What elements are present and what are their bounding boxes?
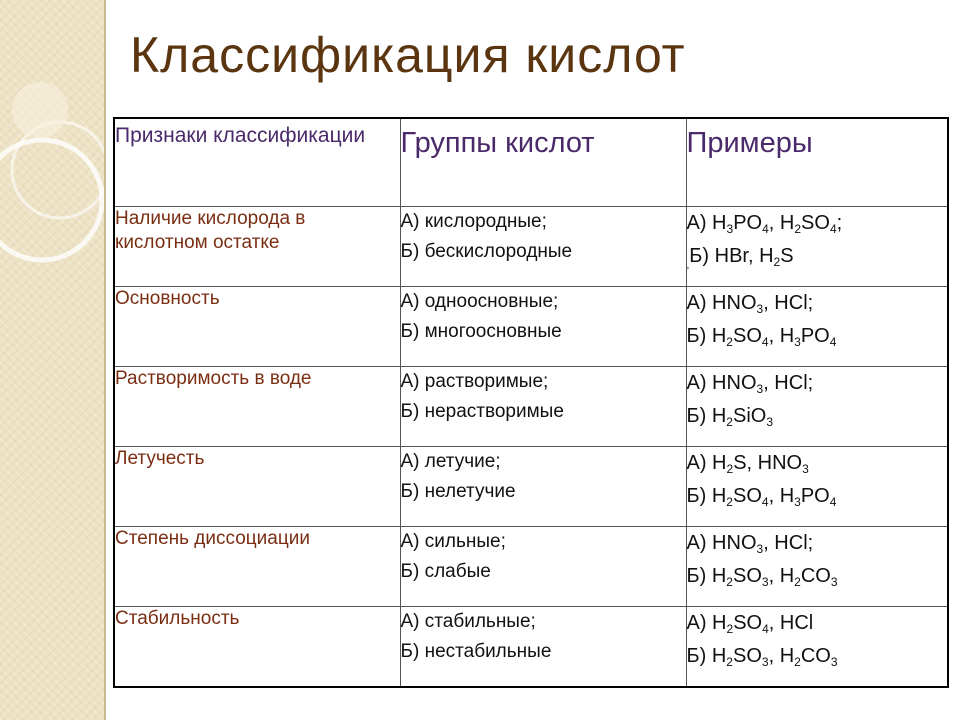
- feature-cell: Летучесть: [114, 447, 400, 527]
- table-row: [114, 447, 948, 527]
- header-label: Группы кислот: [400, 127, 595, 159]
- examples-cell: [686, 367, 948, 447]
- decorative-side-panel: [0, 0, 104, 720]
- examples-cell: [686, 607, 948, 688]
- group-b: Б) многоосновные: [400, 321, 562, 342]
- example-b: Б) $H_2SO_4$, $H_3PO_4$: [686, 325, 837, 349]
- groups-cell: [400, 367, 686, 447]
- group-a: А) сильные;: [400, 531, 506, 552]
- example-a: А) $H_2SO_4$, HCl: [686, 612, 814, 636]
- group-b: Б) бескислородные: [400, 241, 573, 262]
- example-a: А) $HNO_3$, HCl;: [686, 292, 814, 316]
- header-label: Примеры: [686, 127, 813, 159]
- example-b: $_,$Б) HBr, $H_2S$: [686, 245, 794, 271]
- example-b: Б) $H_2SO_3$, $H_2CO_3$: [686, 565, 838, 589]
- decorative-rings: [0, 0, 104, 720]
- example-a: А) $H_2S$, $HNO_3$: [686, 452, 809, 476]
- groups-cell: [400, 527, 686, 607]
- example-b: Б) $H_2SO_4$, $H_3PO_4$: [686, 485, 837, 509]
- table-row: [114, 607, 948, 688]
- feature-cell: Растворимость в воде: [114, 367, 400, 447]
- group-a: А) летучие;: [400, 451, 501, 472]
- table-row: [114, 207, 948, 287]
- group-b: Б) слабые: [400, 561, 491, 582]
- groups-cell: [400, 607, 686, 688]
- table-header-row: [114, 118, 948, 207]
- table-row: [114, 527, 948, 607]
- group-b: Б) нестабильные: [400, 641, 552, 662]
- examples-cell: [686, 287, 948, 367]
- table-row: [114, 287, 948, 367]
- group-a: А) кислородные;: [400, 211, 547, 232]
- header-cell-groups: [400, 118, 686, 207]
- example-a: А) $HNO_3$, HCl;: [686, 372, 814, 396]
- example-b: Б) $H_2SO_3$, $H_2CO_3$: [686, 645, 838, 669]
- feature-cell: Стабильность: [114, 607, 400, 688]
- group-a: А) растворимые;: [400, 371, 549, 392]
- slide-title: Классификация кислот: [130, 27, 686, 83]
- header-label: Признаки классификации: [115, 124, 366, 147]
- header-cell-features: [114, 118, 400, 207]
- examples-cell: [686, 207, 948, 287]
- decorative-divider: [104, 0, 106, 720]
- group-a: А) одноосновные;: [400, 291, 559, 312]
- group-b: Б) нерастворимые: [400, 401, 564, 422]
- acid-classification-table: [113, 117, 949, 688]
- example-b: Б) $H_2SiO_3$: [686, 405, 774, 429]
- groups-cell: [400, 447, 686, 527]
- example-a: А) $HNO_3$, HCl;: [686, 532, 814, 556]
- feature-cell: Степень диссоциации: [114, 527, 400, 607]
- group-b: Б) нелетучие: [400, 481, 516, 502]
- groups-cell: [400, 287, 686, 367]
- groups-cell: [400, 207, 686, 287]
- feature-cell: Наличие кислорода в кислотном остатке: [114, 207, 400, 287]
- examples-cell: [686, 447, 948, 527]
- examples-cell: [686, 527, 948, 607]
- header-cell-examples: [686, 118, 948, 207]
- example-a: А) $H_3PO_4$, $H_2SO_4$;: [686, 212, 843, 236]
- feature-cell: Основность: [114, 287, 400, 367]
- group-a: А) стабильные;: [400, 611, 536, 632]
- table-row: [114, 367, 948, 447]
